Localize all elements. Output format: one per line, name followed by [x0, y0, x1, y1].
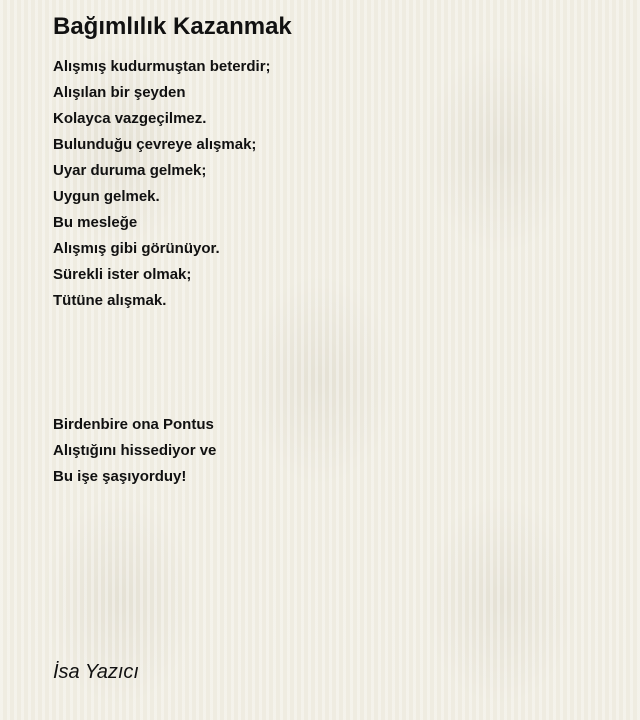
poem-line: Bu mesleğe — [53, 214, 138, 231]
poem-line: Alışmış gibi görünüyor. — [53, 240, 220, 257]
poem-line: Uyar duruma gelmek; — [53, 162, 207, 179]
poem-line: Bu işe şaşıyorduy! — [53, 468, 187, 485]
poem-line: Uygun gelmek. — [53, 188, 160, 205]
poem-line: Sürekli ister olmak; — [53, 266, 192, 283]
poem-line: Alışılan bir şeyden — [53, 84, 186, 101]
poem-line: Alışmış kudurmuştan beterdir; — [53, 58, 271, 75]
poem-line: Alıştığını hissediyor ve — [53, 442, 217, 459]
poem-title: Bağımlılık Kazanmak — [53, 13, 292, 40]
poem-line: Bulunduğu çevreye alışmak; — [53, 136, 257, 153]
poem-stanza-1 — [53, 54, 271, 314]
poem-author: İsa Yazıcı — [53, 661, 139, 683]
poem-stanza-2 — [53, 412, 216, 490]
poem-line: Kolayca vazgeçilmez. — [53, 110, 207, 127]
poem-line: Tütüne alışmak. — [53, 292, 167, 309]
poem-line: Birdenbire ona Pontus — [53, 416, 214, 433]
